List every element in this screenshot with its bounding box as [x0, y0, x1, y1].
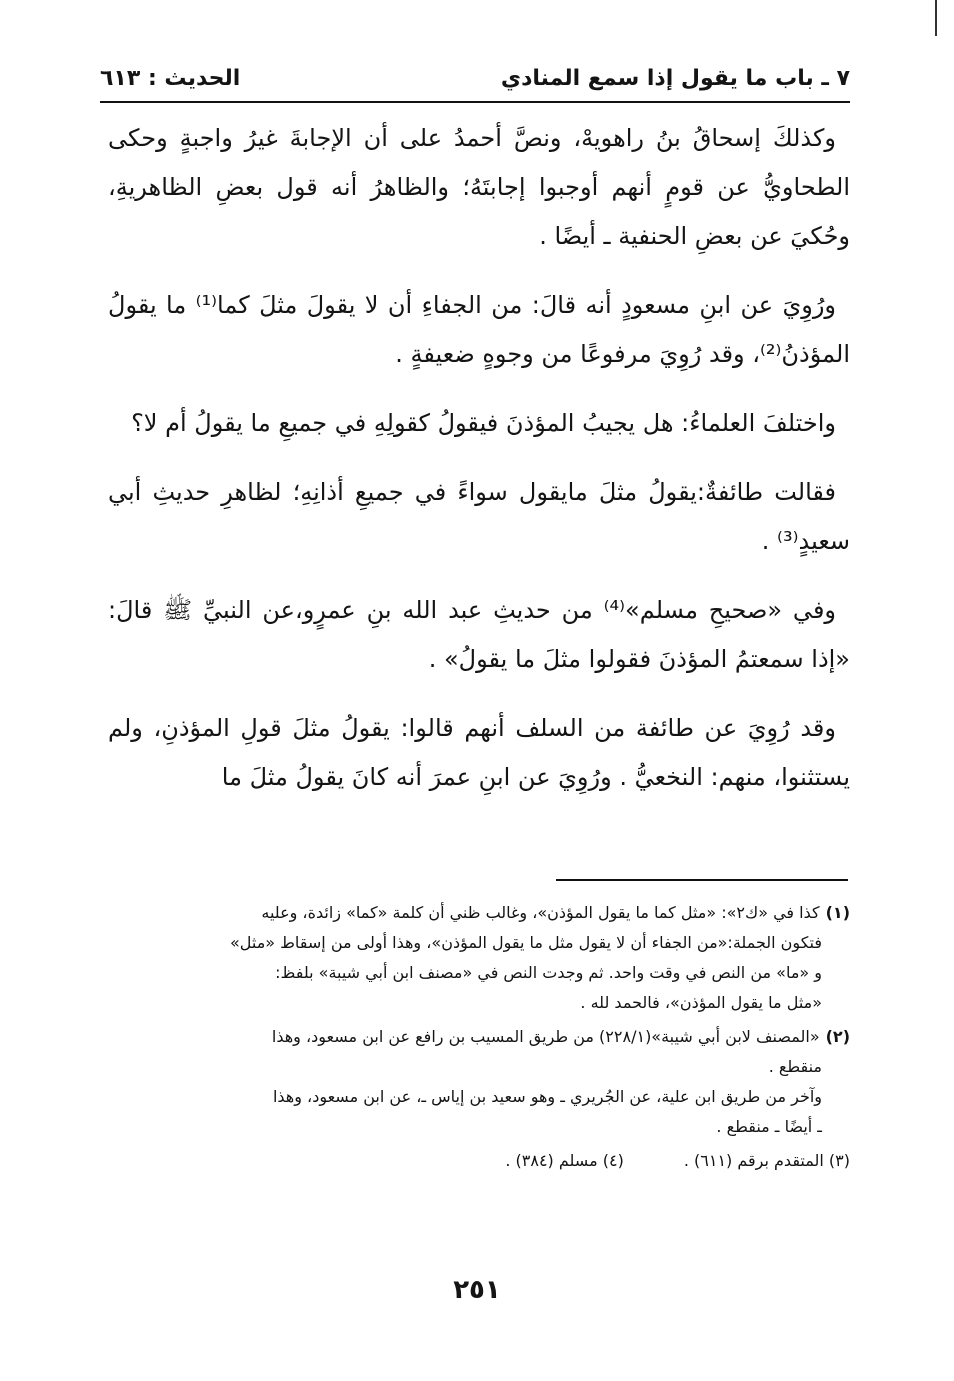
footnote-line: ـ أيضًا ـ منقطع . [716, 1117, 822, 1136]
footnote-line: وآخر من طريق ابن علية، عن الجُريري ـ وهو سعيد بن إياس ـ، عن ابن مسعود، وهذا [272, 1087, 822, 1106]
main-text [108, 114, 850, 822]
paragraph: وقد رُوِيَ عن طائفة من السلف أنهم قالوا: يقولُ مثلَ قولِ المؤذنِ، ولم يستثنوا، منهم: النخعيُّ . ورُوِيَ عن ابنِ عمرَ أنه كانَ يقولُ مثلَ ما [108, 714, 850, 791]
paragraph: وكذلكَ إسحاقُ بنُ راهويهْ، ونصَّ أحمدُ على أن الإجابةَ غيرُ واجبةٍ وحكى الطحاويُّ عن قومٍ أنهم أوجبوا إجابتَهُ؛ والظاهرُ أنه قول بعضِ الظاهريةِ، وحُكيَ عن بعضِ الحنفية ـ أيضًا . [108, 124, 850, 250]
footnote-line: «مثل ما يقول المؤذن»، فالحمد لله . [580, 993, 822, 1012]
footnote-line: «المصنف لابن أبي شيبة»(٢٢٨/١) من طريق المسيب بن رافع عن ابن مسعود، وهذا [271, 1027, 820, 1046]
footnote-rule [556, 879, 848, 881]
footnote-1 [108, 898, 850, 1018]
footnote-4: (٤) مسلم (٣٨٤) . [505, 1151, 624, 1170]
hadith-label: الحديث : ٦١٣ [100, 65, 241, 91]
footnote-number: (١) [825, 903, 850, 922]
footnote-line: و «ما» من النص في وقت واحد. ثم وجدت النص في «مصنف ابن أبي شيبة» بلفظ: [275, 963, 822, 982]
footnote-number: (٢) [825, 1027, 850, 1046]
footnote-2 [108, 1022, 850, 1142]
footnotes-3-4 [108, 1146, 850, 1176]
paragraph: ورُوِيَ عن ابنِ مسعودٍ أنه قالَ: من الجفاءِ أن لا يقولَ مثلَ كما⁽¹⁾ ما يقولُ المؤذنُ⁽²⁾، وقد رُوِيَ مرفوعًا من وجوهٍ ضعيفةٍ . [108, 291, 850, 368]
footnote-line: كذا في «ك٢»: «مثل كما ما يقول المؤذن»، وغالب ظني أن كلمة «كما» زائدة، وعليه [261, 903, 820, 922]
footnotes [108, 898, 850, 1180]
footnote-3: (٣) المتقدم برقم (٦١١) . [683, 1151, 850, 1170]
footnote-line: منقطع . [768, 1057, 822, 1076]
page-number: ٢٥١ [453, 1275, 501, 1305]
chapter-title: ٧ ـ باب ما يقول إذا سمع المنادي [500, 65, 850, 91]
paragraph: فقالت طائفةٌ:يقولُ مثلَ مايقول سواءً في جميعِ أذانِهِ؛ لظاهرِ حديثِ أبي سعيدٍ⁽³⁾ . [108, 478, 850, 555]
header-rule [100, 101, 850, 103]
footnote-line: فتكون الجملة:«من الجفاء أن لا يقول مثل ما يقول المؤذن»، وهذا أولى من إسقاط «مثل» [229, 933, 822, 952]
margin-line [935, 0, 937, 36]
paragraph: واختلفَ العلماءُ: هل يجيبُ المؤذنَ فيقولُ كقولِهِ في جميعِ ما يقولُ أم لا؟ [131, 409, 836, 437]
paragraph: وفي «صحيحِ مسلم»⁽⁴⁾ من حديثِ عبد الله بنِ عمرٍو،عن النبيِّ ﷺ قالَ: «إذا سمعتمُ المؤذنَ فقولوا مثلَ ما يقولُ» . [108, 596, 850, 673]
running-header [100, 58, 850, 98]
